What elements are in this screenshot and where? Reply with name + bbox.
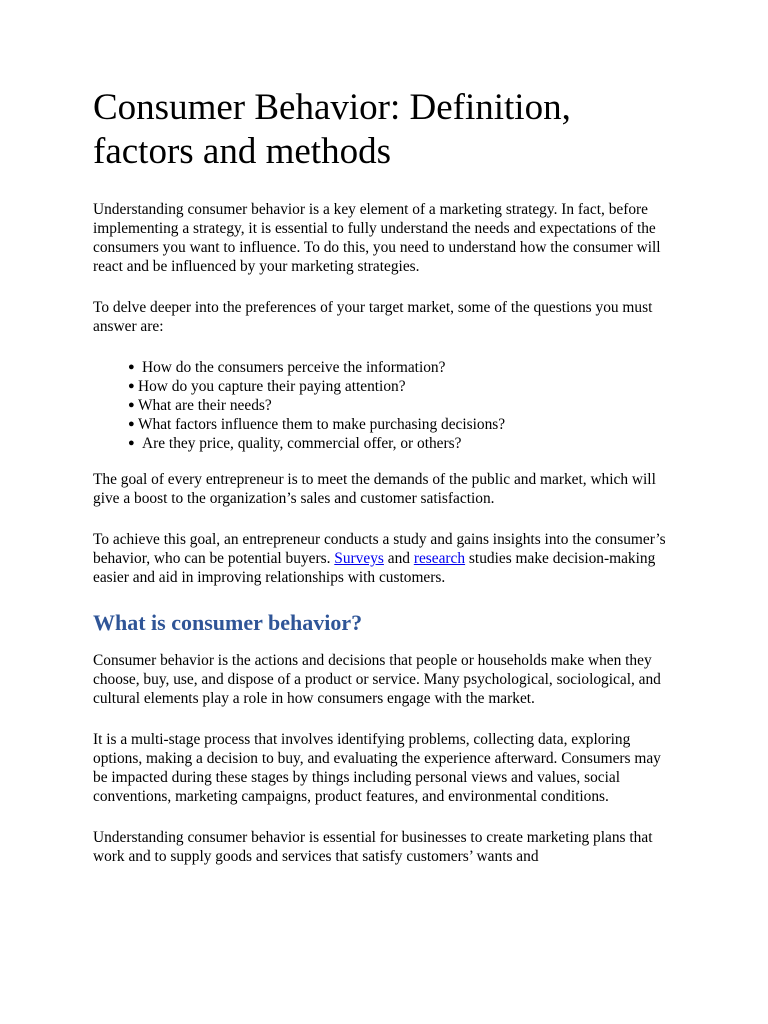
insights-paragraph: [93, 530, 676, 587]
bullet-icon: ●: [128, 361, 135, 373]
list-item: [130, 434, 676, 453]
research-link[interactable]: research: [413, 550, 466, 567]
bullet-icon: ●: [128, 399, 135, 411]
list-item: [130, 358, 676, 377]
list-item-text: How do the consumers perceive the information?: [142, 359, 446, 376]
bullet-icon: ●: [128, 418, 135, 430]
surveys-link[interactable]: Surveys: [334, 550, 384, 567]
section-heading: What is consumer behavior?: [93, 610, 363, 635]
list-item-text: Are they price, quality, commercial offer, or others?: [142, 435, 462, 452]
insights-text-end: studies make decision-making easier and aid in improving relationships with customers.: [93, 550, 656, 586]
bullet-icon: ●: [128, 380, 135, 392]
list-item-text: How do you capture their paying attention?: [138, 378, 406, 395]
intro-paragraph-1: Understanding consumer behavior is a key element of a marketing strategy. In fact, before implementing a strategy, it is essential to fully understand the needs and expectations of the consumers you want to influence. To do this, you need to understand how the consumer will react and be influenced by your marketing strategies.: [93, 201, 661, 275]
list-item: [130, 396, 676, 415]
process-paragraph: It is a multi-stage process that involves identifying problems, collecting data, exploring options, making a decision to buy, and evaluating the experience afterward. Consumers may be impacted during these stages by things including personal views and values, social conventions, marketing campaigns, product features, and environmental conditions.: [93, 731, 661, 805]
bullet-icon: ●: [128, 437, 135, 449]
definition-paragraph: Consumer behavior is the actions and decisions that people or households make when they choose, buy, use, and dispose of a product or service. Many psychological, sociological, and cultural elements play a role in how consumers engage with the market.: [93, 652, 661, 707]
insights-text-middle: and: [383, 550, 414, 567]
list-item-text: What factors influence them to make purchasing decisions?: [138, 416, 506, 433]
page-title: Consumer Behavior: Definition, factors and methods: [93, 87, 571, 172]
intro-paragraph-2: To delve deeper into the preferences of your target market, some of the questions you must answer are:: [93, 299, 653, 335]
list-item-text: What are their needs?: [138, 397, 272, 414]
goal-paragraph: The goal of every entrepreneur is to meet the demands of the public and market, which will give a boost to the organization’s sales and customer satisfaction.: [93, 471, 656, 507]
questions-list: [93, 358, 676, 453]
insights-text-start: To achieve this goal, an entrepreneur conducts a study and gains insights into the consumer’s behavior, who can be potential buyers.: [93, 531, 666, 567]
list-item: [130, 415, 676, 434]
list-item: [130, 377, 676, 396]
importance-paragraph: Understanding consumer behavior is essential for businesses to create marketing plans that work and to supply goods and services that satisfy customers’ wants and: [93, 829, 653, 865]
